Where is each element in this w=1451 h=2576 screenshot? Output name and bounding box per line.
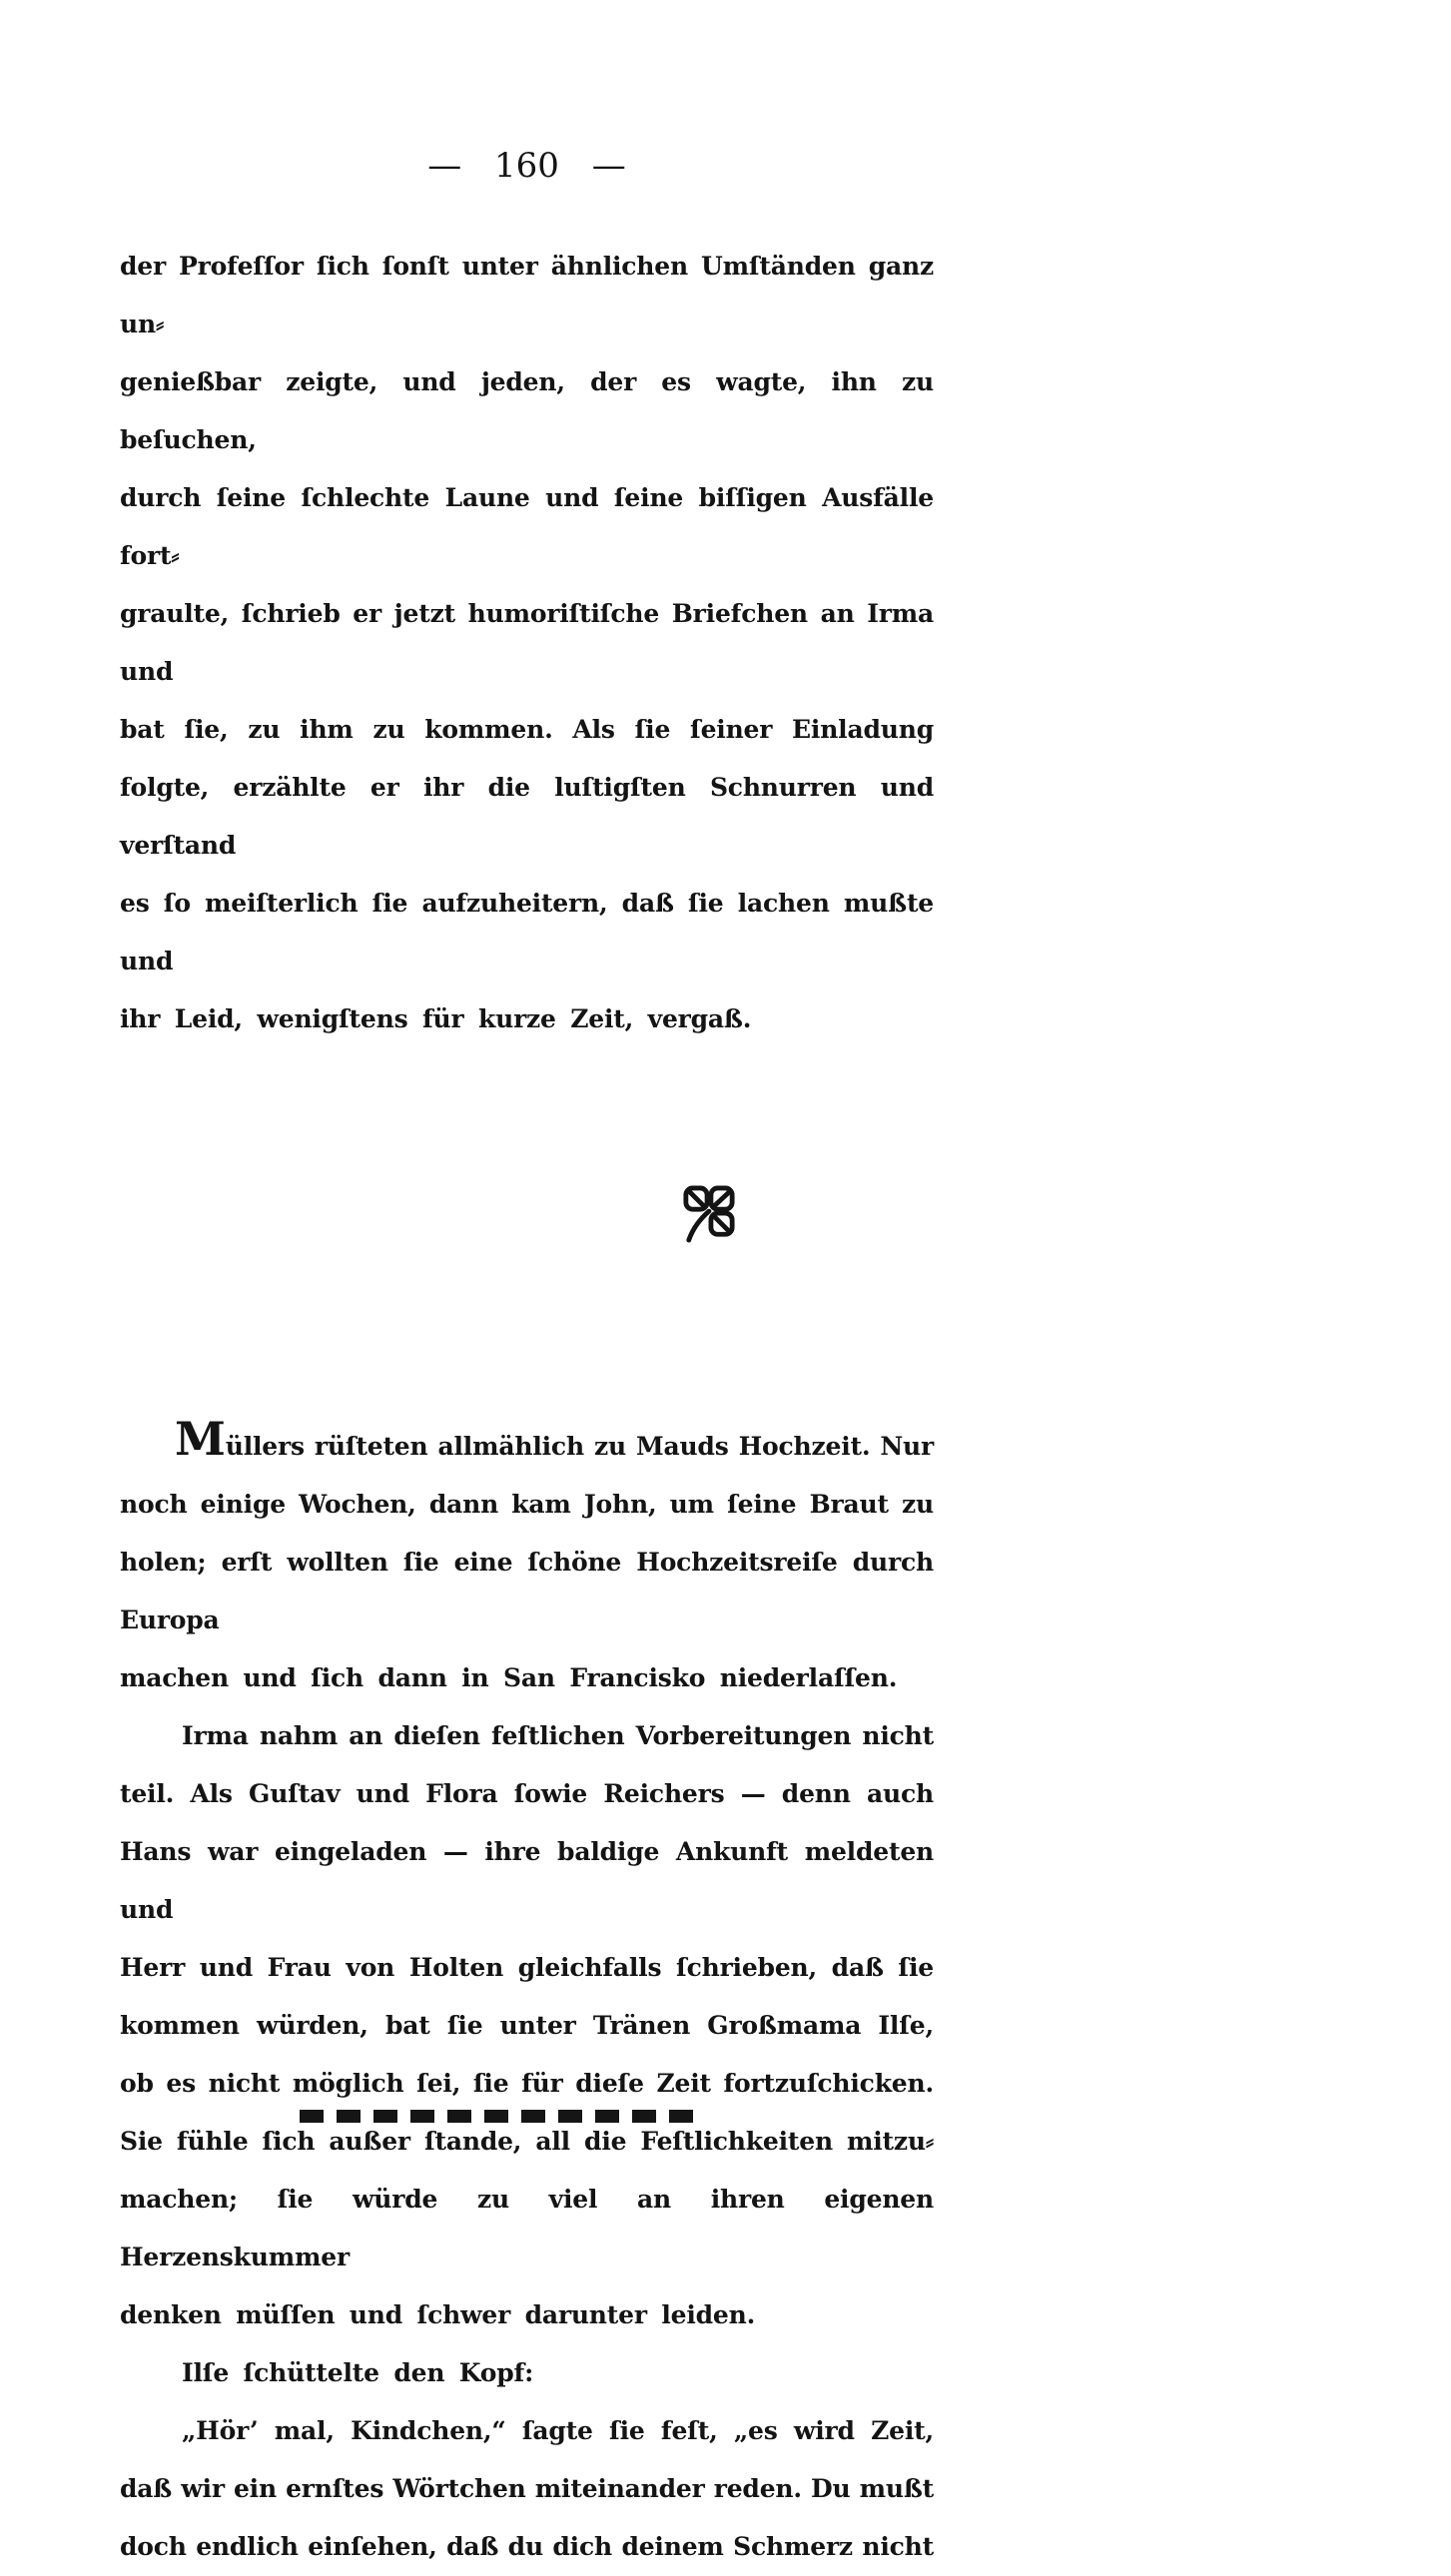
page-number-header: — 160 — (427, 146, 626, 186)
paragraph (120, 2344, 934, 2402)
paragraph (120, 1707, 934, 2344)
text-line: machen; ſie würde zu viel an ihren eigenen Herzenskummer (120, 2185, 934, 2271)
text-line: teil. Als Guſtav und Flora ſowie Reichers — denn auch (120, 1779, 934, 1808)
text-line: ob es nicht möglich ſei, ſie für dieſe Zeit fortzuſchicken. (120, 2069, 934, 2098)
text-line: Herr und Frau von Holten gleichfalls ſchrieben, daß ſie (120, 1953, 934, 1982)
section-divider (120, 1184, 934, 1246)
text-line: graulte, ſchrieb er jetzt humoriſtiſche Briefchen an Irma und (120, 599, 934, 686)
text-line: Sie fühle ſich außer ſtande, all die Feſtlichkeiten mitzu⸗ (120, 2127, 934, 2156)
text-line: daß wir ein ernſtes Wörtchen miteinander reden. Du mußt (120, 2474, 934, 2503)
text-line: Hans war eingeladen — ihre baldige Ankunft meldeten und (120, 1837, 934, 1924)
text-line: bat ſie, zu ihm zu kommen. Als ſie ſeiner Einladung (120, 715, 934, 744)
text-line: kommen würden, bat ſie unter Tränen Großmama Ilſe, (120, 2011, 934, 2040)
text-line: „Hör’ mal, Kindchen,“ ſagte ſie feſt, „es wird Zeit, (182, 2416, 934, 2445)
text-line (120, 1412, 934, 1476)
text-line: noch einige Wochen, dann kam John, um ſeine Braut zu (120, 1490, 934, 1519)
paragraph (120, 1412, 934, 1707)
clipped-next-line-fragment (300, 2110, 694, 2123)
paragraph (120, 238, 934, 1048)
drop-cap-initial: M (175, 1412, 226, 1466)
text-line: ihr Leid, wenigſtens für kurze Zeit, vergaß. (120, 1004, 752, 1033)
text-line: denken müſſen und ſchwer darunter leiden. (120, 2300, 756, 2329)
text-line: holen; erſt wollten ſie eine ſchöne Hochzeitsreiſe durch Europa (120, 1548, 934, 1634)
paragraph (120, 2402, 934, 2576)
text-line-rest: üllers rüſteten allmählich zu Mauds Hochzeit. Nur (225, 1432, 934, 1461)
text-line: es ſo meiſterlich ſie aufzuheitern, daß ſie lachen mußte und (120, 889, 934, 975)
text-line: folgte, erzählte er ihr die luſtigſten Schnurren und verſtand (120, 773, 934, 860)
text-line: Ilſe ſchüttelte den Kopf: (182, 2358, 534, 2387)
text-line: machen und ſich dann in San Francisko niederlaſſen. (120, 1663, 898, 1692)
text-line: genießbar zeigte, und jeden, der es wagte, ihn zu beſuchen, (120, 367, 934, 454)
text-line: der Profeſſor ſich ſonſt unter ähnlichen Umſtänden ganz un⸗ (120, 252, 934, 338)
text-line: Irma nahm an dieſen feſtlichen Vorbereitungen nicht (182, 1721, 934, 1750)
clover-ornament-icon (682, 1184, 736, 1244)
text-line: durch ſeine ſchlechte Laune und ſeine biſſigen Ausfälle fort⸗ (120, 483, 934, 570)
text-line: doch endlich einſehen, daß du dich deinem Schmerz nicht (120, 2532, 934, 2561)
text-column (120, 0, 934, 2576)
